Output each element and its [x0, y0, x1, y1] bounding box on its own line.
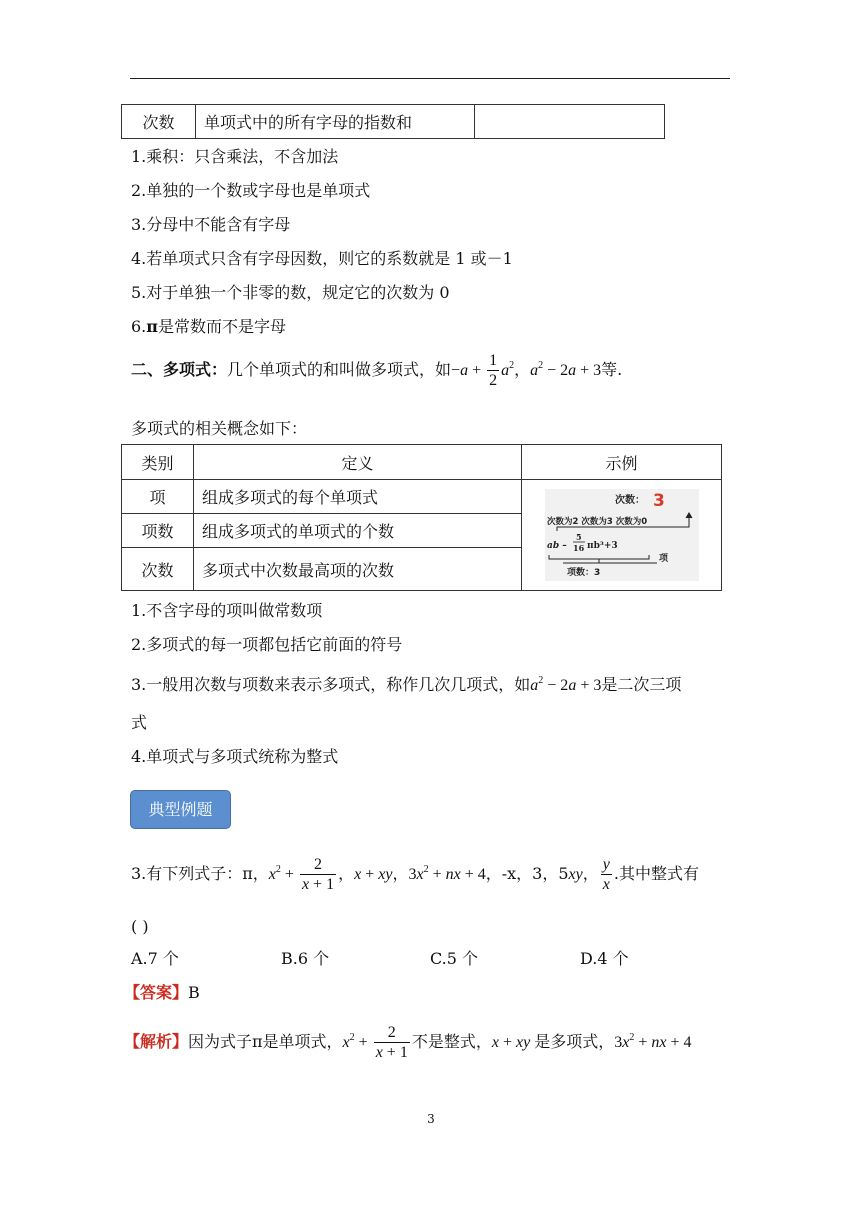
section-2-text: 几个单项式的和叫做多项式，如 [227, 360, 452, 379]
pi-symbol: π [146, 317, 158, 336]
option-c: C.5 个 [430, 949, 479, 968]
question-expr-2: x + xy [354, 866, 393, 883]
note-6-text: 是常数而不是字母 [157, 317, 286, 336]
header-rule [130, 78, 730, 79]
table-cell-label: 次数 [122, 105, 196, 139]
section-2-heading: 二、多项式： [131, 360, 228, 379]
diagram-count-label: 项数：3 [566, 568, 600, 578]
row-term-definition: 组成多项式的每个单项式 [194, 480, 522, 514]
header-example: 示例 [522, 445, 722, 480]
mono-note-1: 1.乘积：只含乘法，不含加法 [131, 147, 339, 166]
analysis-text-2: 不是整式， [411, 1032, 492, 1051]
mono-note-6 [131, 316, 286, 338]
analysis-line [124, 1020, 691, 1065]
question-expr-3: $3x^2$ + nx + 4 [408, 864, 486, 883]
table-cell-definition: 单项式中的所有字母的指数和 [196, 105, 475, 139]
header-category: 类别 [122, 445, 194, 480]
analysis-text-3: 是多项式， [534, 1032, 615, 1051]
polynomial-table [121, 444, 722, 591]
monomial-table [121, 104, 665, 139]
row-count-label: 项数 [122, 514, 194, 548]
mono-note-2: 2.单独的一个数或字母也是单项式 [131, 181, 371, 200]
section-2-tail: 等. [601, 360, 623, 379]
answer-line [124, 982, 200, 1004]
section-2-line [131, 350, 622, 391]
analysis-text-1: 因为式子π是单项式， [188, 1032, 343, 1051]
mono-note-3: 3.分母中不能含有字母 [131, 215, 291, 234]
diagram-degree-label: 次数： [614, 495, 645, 506]
option-b: B.6 个 [281, 949, 330, 968]
analysis-expr-3: $3x^2$ + nx + 4 [614, 1032, 692, 1051]
diagram-expr-right: πb³+3 [586, 541, 618, 551]
poly-note-1: 1.不含字母的项叫做常数项 [131, 601, 323, 620]
row-degree-definition: 多项式中次数最高项的次数 [194, 548, 522, 591]
row-degree-label: 次数 [122, 548, 194, 591]
question-suffix: .其中整式有 [613, 864, 699, 883]
row-term-label: 项 [122, 480, 194, 514]
question-line: 3.有下列式子：π，$x^2$ + $\frac{2}{x + 1}$ ，x + xy，$3x^2$ + nx + 4，-x，3，5xy， $\frac{y}{x}$ .其中整式有 [131, 855, 699, 893]
table-cell-example [475, 105, 665, 139]
analysis-label: 【解析】 [124, 1032, 189, 1051]
poly-note-3 [131, 674, 681, 697]
math-expr-1: −a + $\frac{1}{2}$ $a^2$ [451, 351, 515, 389]
diagram-frac-den: 16 [572, 543, 584, 553]
poly-note-3-tail: 是二次三项 [601, 675, 682, 694]
example-tag: 典型例题 [130, 790, 231, 829]
analysis-expr-2: x + xy [491, 1034, 531, 1051]
poly-note-3-wrap: 式 [131, 713, 148, 732]
math-expr-2: $a^2 - 2a + 3$ [530, 360, 602, 379]
question-prefix: 3.有下列式子：π， [131, 864, 269, 883]
mono-note-4: 4.若单项式只含有字母因数，则它的系数就是 1 或－1 [131, 249, 513, 268]
table-intro: 多项式的相关概念如下： [131, 419, 308, 438]
math-expr-3: $a^2 - 2a + 3$ [530, 675, 602, 694]
diagram-frac-num: 5 [575, 532, 582, 542]
question-mid: ，-x，3，5 [485, 864, 569, 883]
poly-note-2: 2.多项式的每一项都包括它前面的符号 [131, 635, 403, 654]
row-count-definition: 组成多项式的单项式的个数 [194, 514, 522, 548]
diagram-expr-left: ab – [546, 541, 567, 551]
analysis-expr-1: $x^2$ + $\frac{2}{x + 1}$ [342, 1023, 408, 1061]
question-expr-4: $\frac{y}{x}$ [602, 855, 610, 893]
poly-note-3-text: 3.一般用次数与项数来表示多项式，称作几次几项式，如 [131, 675, 531, 694]
section-2-sep: ， [514, 360, 531, 379]
example-cell [522, 480, 722, 591]
poly-note-4: 4.单项式与多项式统称为整式 [131, 747, 339, 766]
answer-blank: ( ) [131, 917, 149, 936]
polynomial-diagram [545, 489, 699, 581]
question-expr-1: $x^2$ + $\frac{2}{x + 1}$ [268, 855, 335, 893]
note-6-number: 6. [131, 317, 147, 336]
page-number: 3 [427, 1112, 435, 1126]
diagram-term-label: 项 [658, 554, 668, 564]
answer-label: 【答案】 [124, 983, 189, 1002]
option-d: D.4 个 [580, 949, 629, 968]
mono-note-5: 5.对于单独一个非零的数，规定它的次数为 0 [131, 283, 450, 302]
header-definition: 定义 [194, 445, 522, 480]
diagram-term-degrees: 次数为2 次数为3 次数为0 [546, 517, 647, 527]
option-a: A.7 个 [131, 949, 179, 968]
diagram-degree-value: 3 [652, 491, 665, 511]
answer-value: B [188, 983, 200, 1002]
